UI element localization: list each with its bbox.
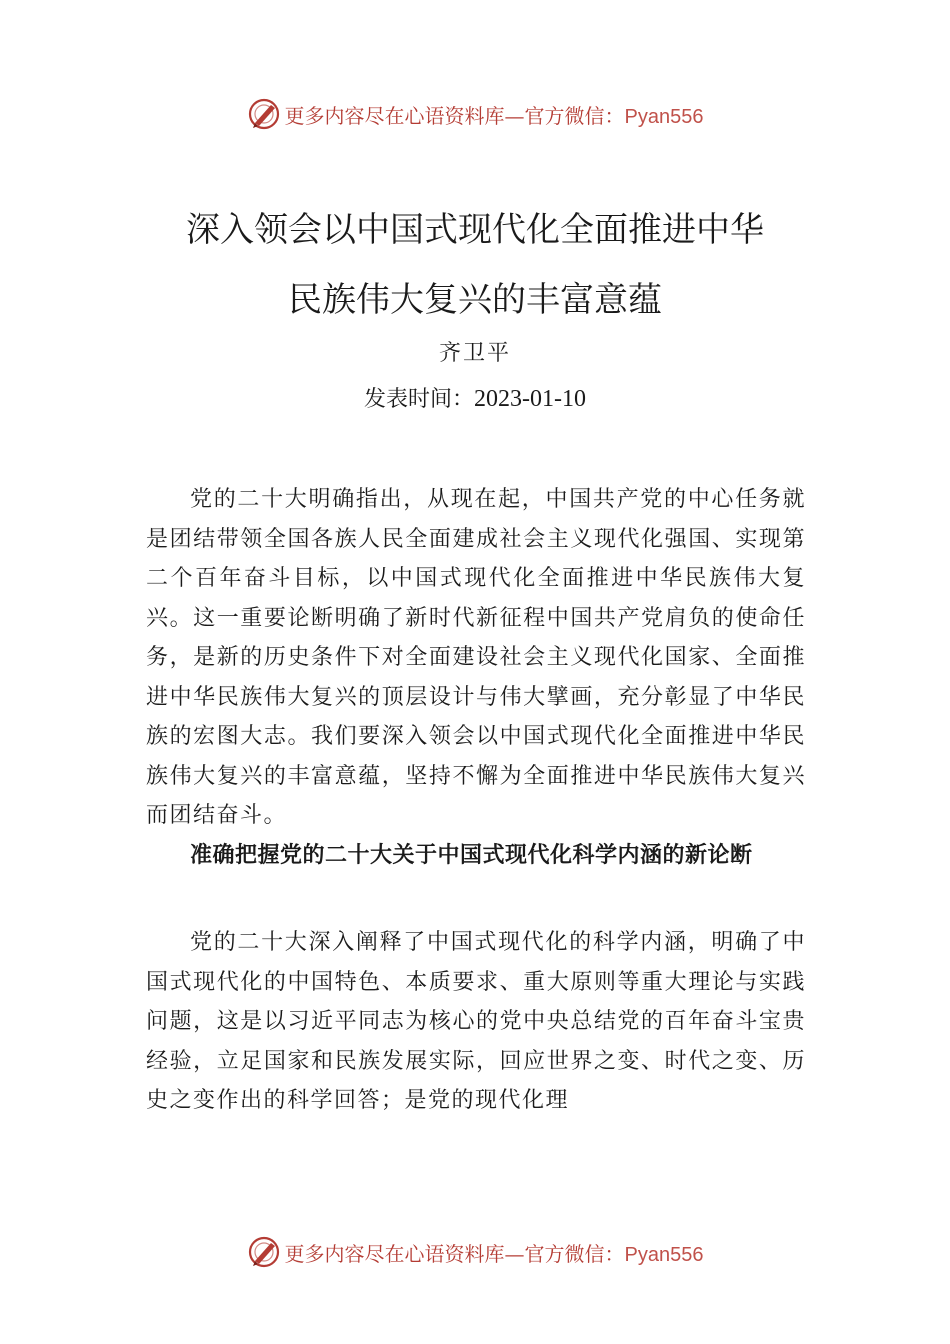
watermark-banner-bottom [0,1232,950,1272]
document-title-line-2: 民族伟大复兴的丰富意蕴 [288,280,662,320]
watermark-text [285,1238,704,1267]
pen-logo-icon [247,1235,281,1269]
section-heading: 准确把握党的二十大关于中国式现代化科学内涵的新论断 [190,843,753,868]
publish-date [0,382,950,413]
watermark-slogan: 更多内容尽在心语资料库—官方微信： [284,1241,625,1266]
body-paragraph-1: 党的二十大明确指出，从现在起，中国共产党的中心任务就是团结带领全国各族人民全面建成社会主义现代化强国、实现第二个百年奋斗目标，以中国式现代化全面推进中华民族伟大复兴。这一重要论断明确了新时代新征程中国共产党肩负的使命任务，是新的历史条件下对全面建设社会主义现代化国家、全面推进中华民族伟大复兴的顶层设计与伟大擘画，充分彰显了中华民族的宏图大志。我们要深入领会以中国式现代化全面推进中华民族伟大复兴的丰富意蕴，坚持不懈为全面推进中华民族伟大复兴而团结奋斗。 [146,487,806,828]
body-paragraph-2: 党的二十大深入阐释了中国式现代化的科学内涵，明确了中国式现代化的中国特色、本质要求、重大原则等重大理论与实践问题，这是以习近平同志为核心的党中央总结党的百年奋斗宝贵经验，立足国家和民族发展实际，回应世界之变、时代之变、历史之变作出的科学回答；是党的现代化理 [146,930,806,1113]
author-name: 齐卫平 [438,341,511,366]
document-title-line-1: 深入领会以中国式现代化全面推进中华 [186,210,764,250]
watermark-wechat-id: Pyan556 [624,105,704,128]
publish-date-value: 2023-01-10 [474,386,586,412]
watermark-slogan: 更多内容尽在心语资料库—官方微信： [284,103,625,128]
pen-logo-icon [247,97,281,131]
watermark-text [285,100,704,129]
publish-date-label: 发表时间： [364,387,475,412]
watermark-banner-top [0,94,950,134]
watermark-wechat-id: Pyan556 [624,1243,704,1266]
